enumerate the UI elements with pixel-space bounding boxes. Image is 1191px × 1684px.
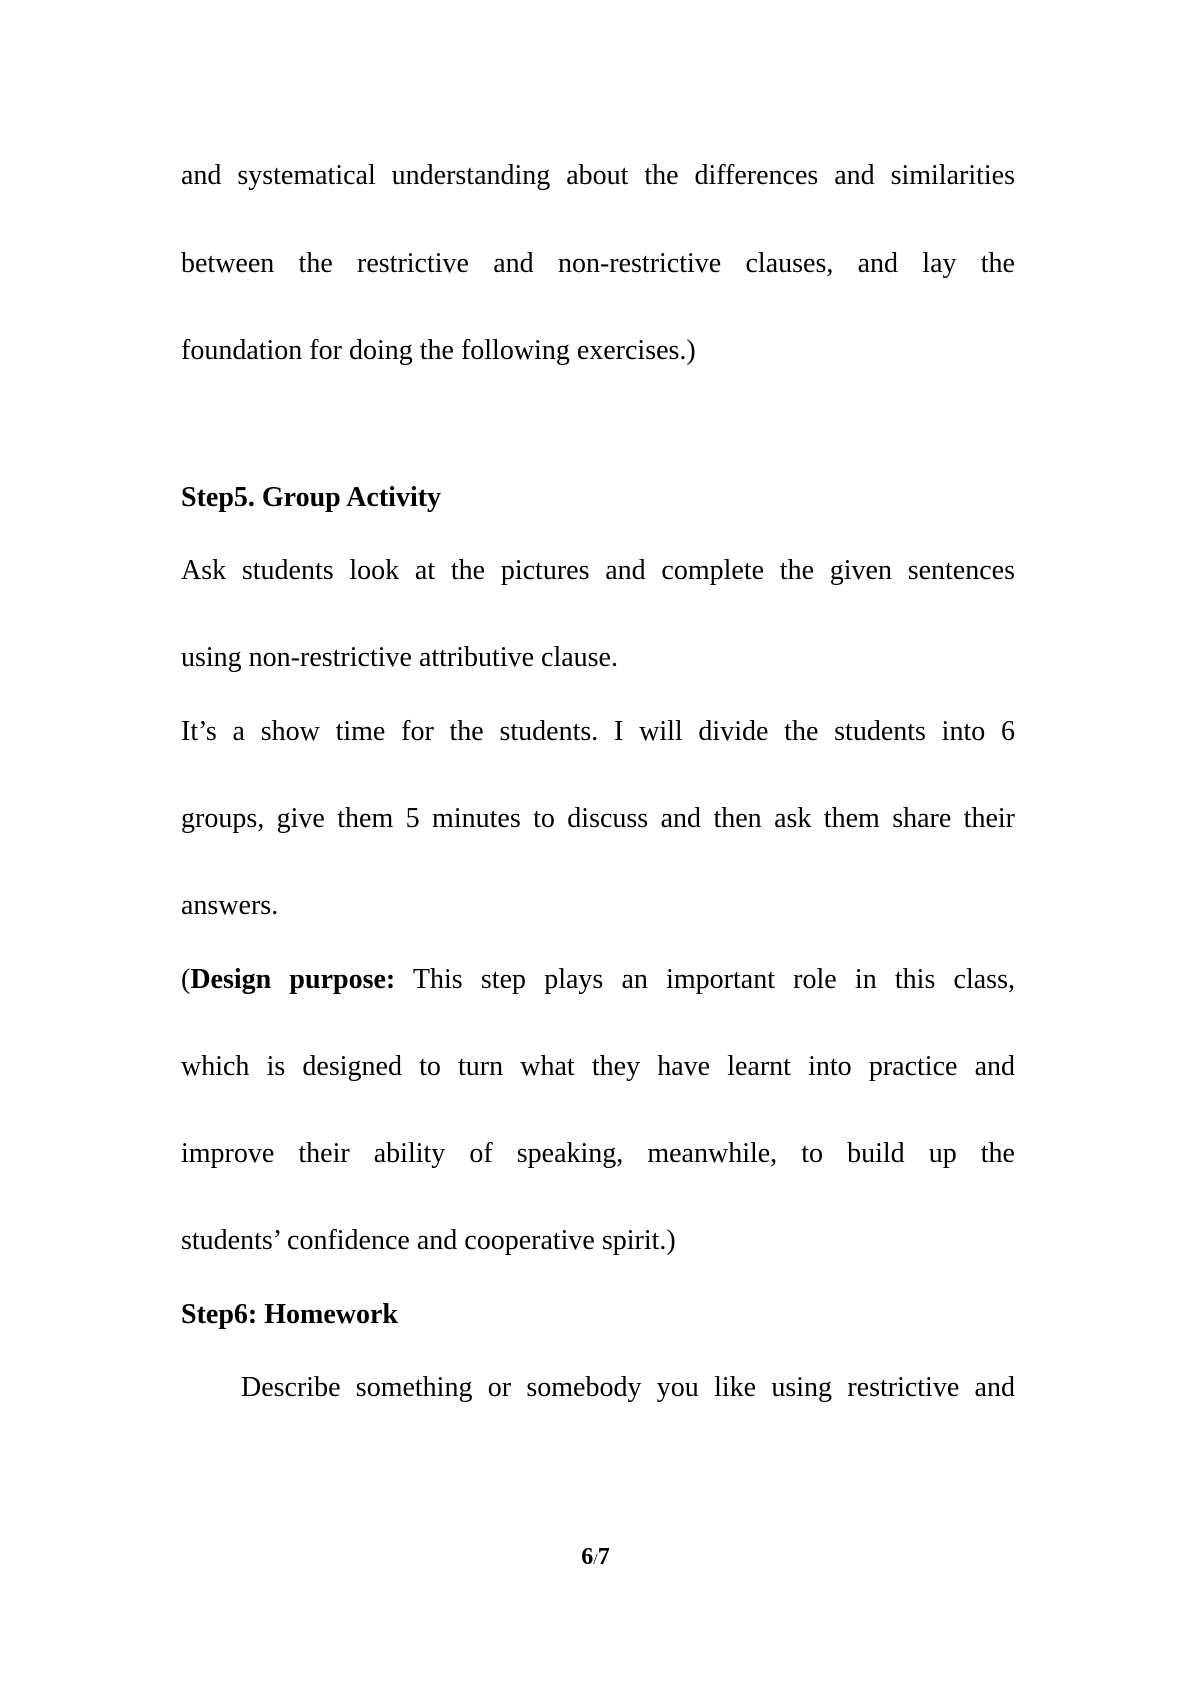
design-purpose-line: improve their ability of speaking, meanwhile, to build up the — [181, 1138, 1015, 1169]
paragraph-line: foundation for doing the following exercises.) — [181, 335, 696, 366]
design-purpose-line: which is designed to turn what they have learnt into practice and — [181, 1051, 1015, 1082]
design-purpose-line: students’ confidence and cooperative spirit.) — [181, 1225, 676, 1256]
step5-instruction-line: Ask students look at the pictures and complete the given sentences — [181, 555, 1015, 586]
page-number — [0, 1542, 1191, 1575]
total-pages: 7 — [597, 1544, 610, 1570]
current-page: 6 — [581, 1544, 594, 1570]
page-separator: / — [593, 1551, 598, 1568]
step5-activity-line: It’s a show time for the students. I will divide the students into 6 — [181, 716, 1015, 747]
step5-activity-line: answers. — [181, 890, 279, 921]
step6-homework-line: Describe something or somebody you like using restrictive and — [241, 1372, 1015, 1403]
step5-activity-line: groups, give them 5 minutes to discuss and then ask them share their — [181, 803, 1015, 834]
step5-heading: Step5. Group Activity — [181, 482, 442, 513]
design-purpose-text: This step plays an important role in this class, — [395, 964, 1015, 995]
paragraph-line: and systematical understanding about the differences and similarities — [181, 160, 1015, 191]
paragraph-line: between the restrictive and non-restrictive clauses, and lay the — [181, 248, 1015, 279]
step6-heading: Step6: Homework — [181, 1299, 398, 1330]
step5-instruction-line: using non-restrictive attributive clause. — [181, 642, 618, 673]
purpose-open-paren: ( — [181, 964, 191, 995]
design-purpose-label: Design purpose: — [190, 964, 396, 995]
design-purpose-line — [181, 962, 1015, 998]
